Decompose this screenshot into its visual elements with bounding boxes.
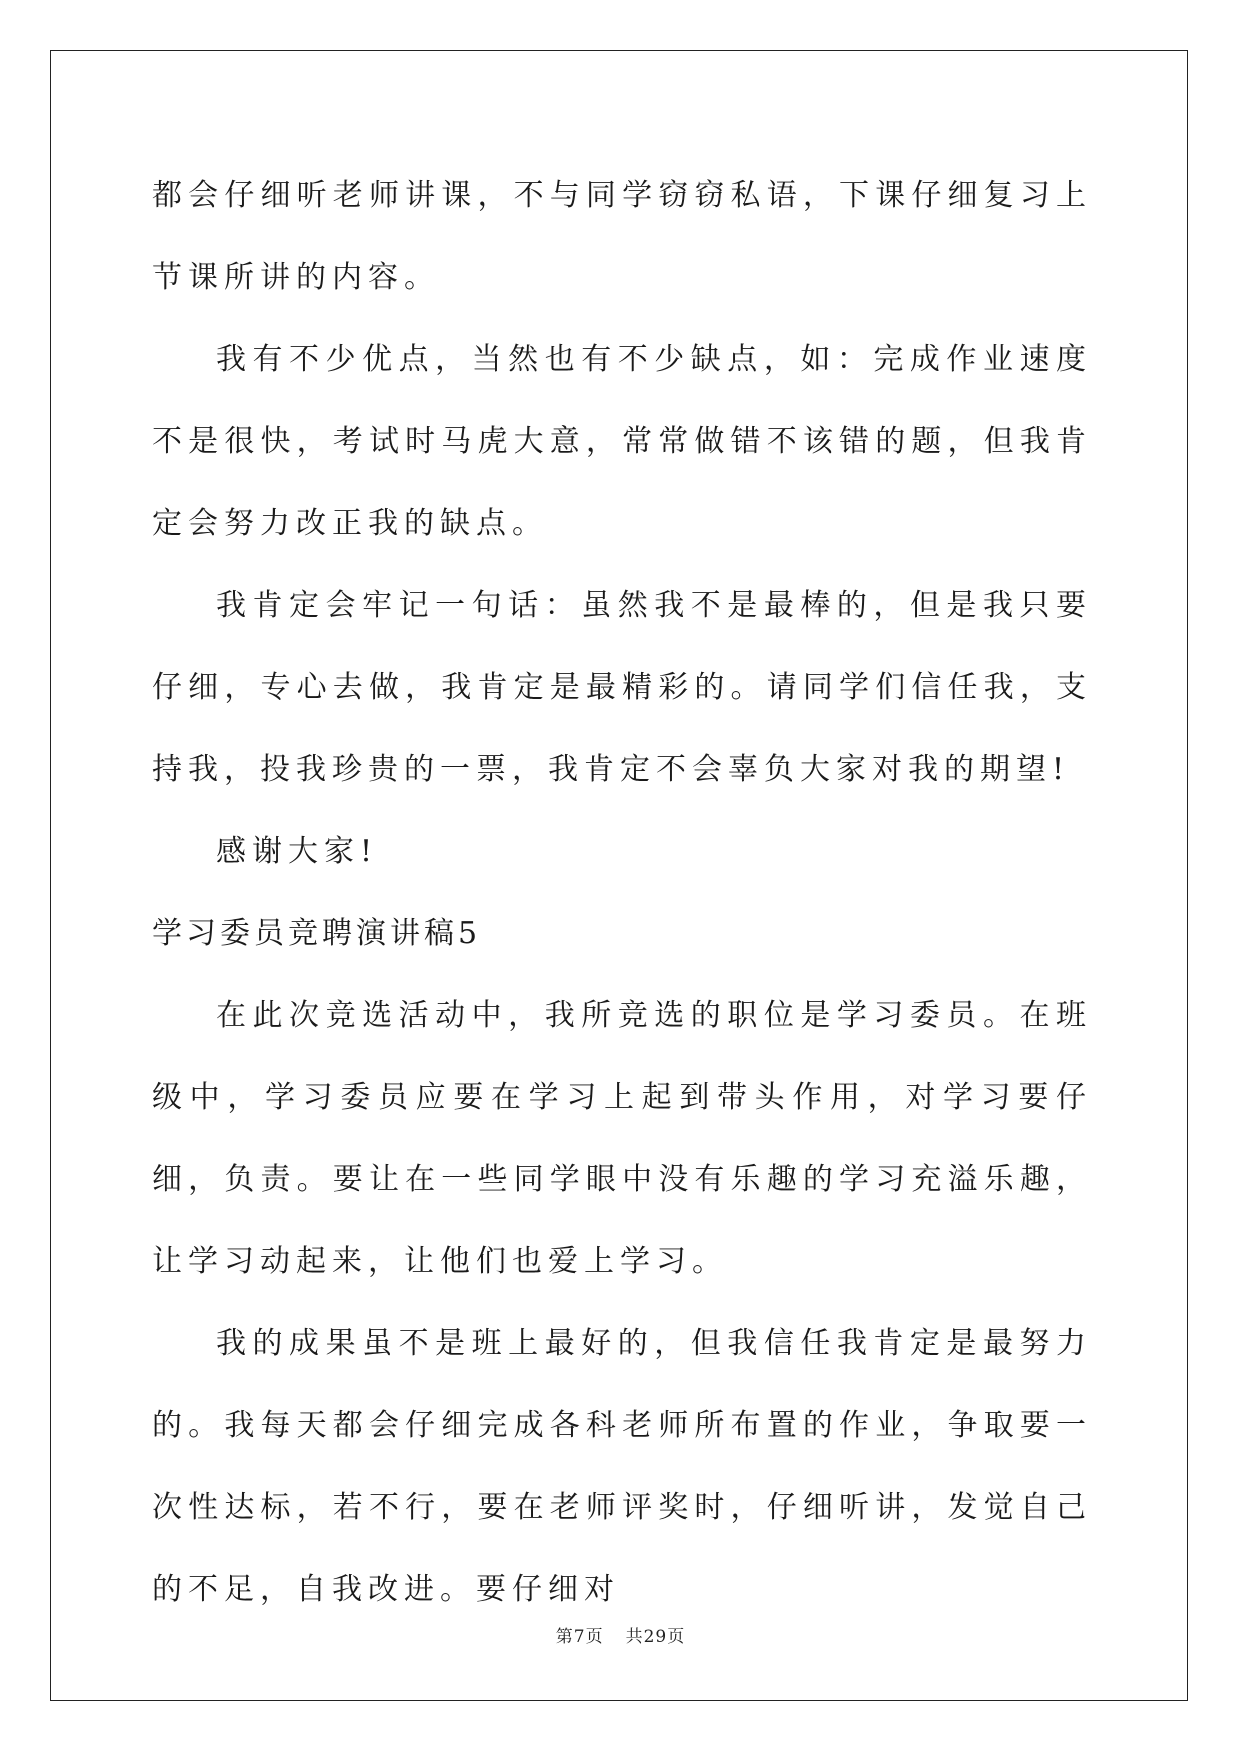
- section-heading: 学习委员竞聘演讲稿5: [152, 916, 482, 951]
- paragraph-2: 我有不少优点，当然也有不少缺点，如：完成作业速度不是很快，考试时马虎大意，常常做错不该错的题，但我肯定会努力改正我的缺点。: [152, 342, 1092, 541]
- paragraph-3: 我肯定会牢记一句话：虽然我不是最棒的，但是我只要仔细，专心去做，我肯定是最精彩的。请同学们信任我，支持我，投我珍贵的一票，我肯定不会辜负大家对我的期望!: [152, 588, 1092, 787]
- page-number: 第7页: [555, 1627, 604, 1647]
- paragraph-6: 我的成果虽不是班上最好的，但我信任我肯定是最努力的。我每天都会仔细完成各科老师所布置的作业，争取要一次性达标，若不行，要在老师评奖时，仔细听讲，发觉自己的不足，自我改进。要仔细对: [152, 1326, 1092, 1607]
- paragraph-4: 感谢大家!: [216, 834, 379, 869]
- document-body: [152, 155, 1092, 1631]
- paragraph-5: 在此次竞选活动中，我所竞选的职位是学习委员。在班级中，学习委员应要在学习上起到带头作用，对学习要仔细，负责。要让在一些同学眼中没有乐趣的学习充溢乐趣，让学习动起来，让他们也爱上学习。: [152, 998, 1092, 1279]
- paragraph-1: 都会仔细听老师讲课，不与同学窃窃私语，下课仔细复习上节课所讲的内容。: [152, 178, 1092, 295]
- page-total: 共29页: [625, 1627, 686, 1647]
- page-footer: [0, 1622, 1241, 1647]
